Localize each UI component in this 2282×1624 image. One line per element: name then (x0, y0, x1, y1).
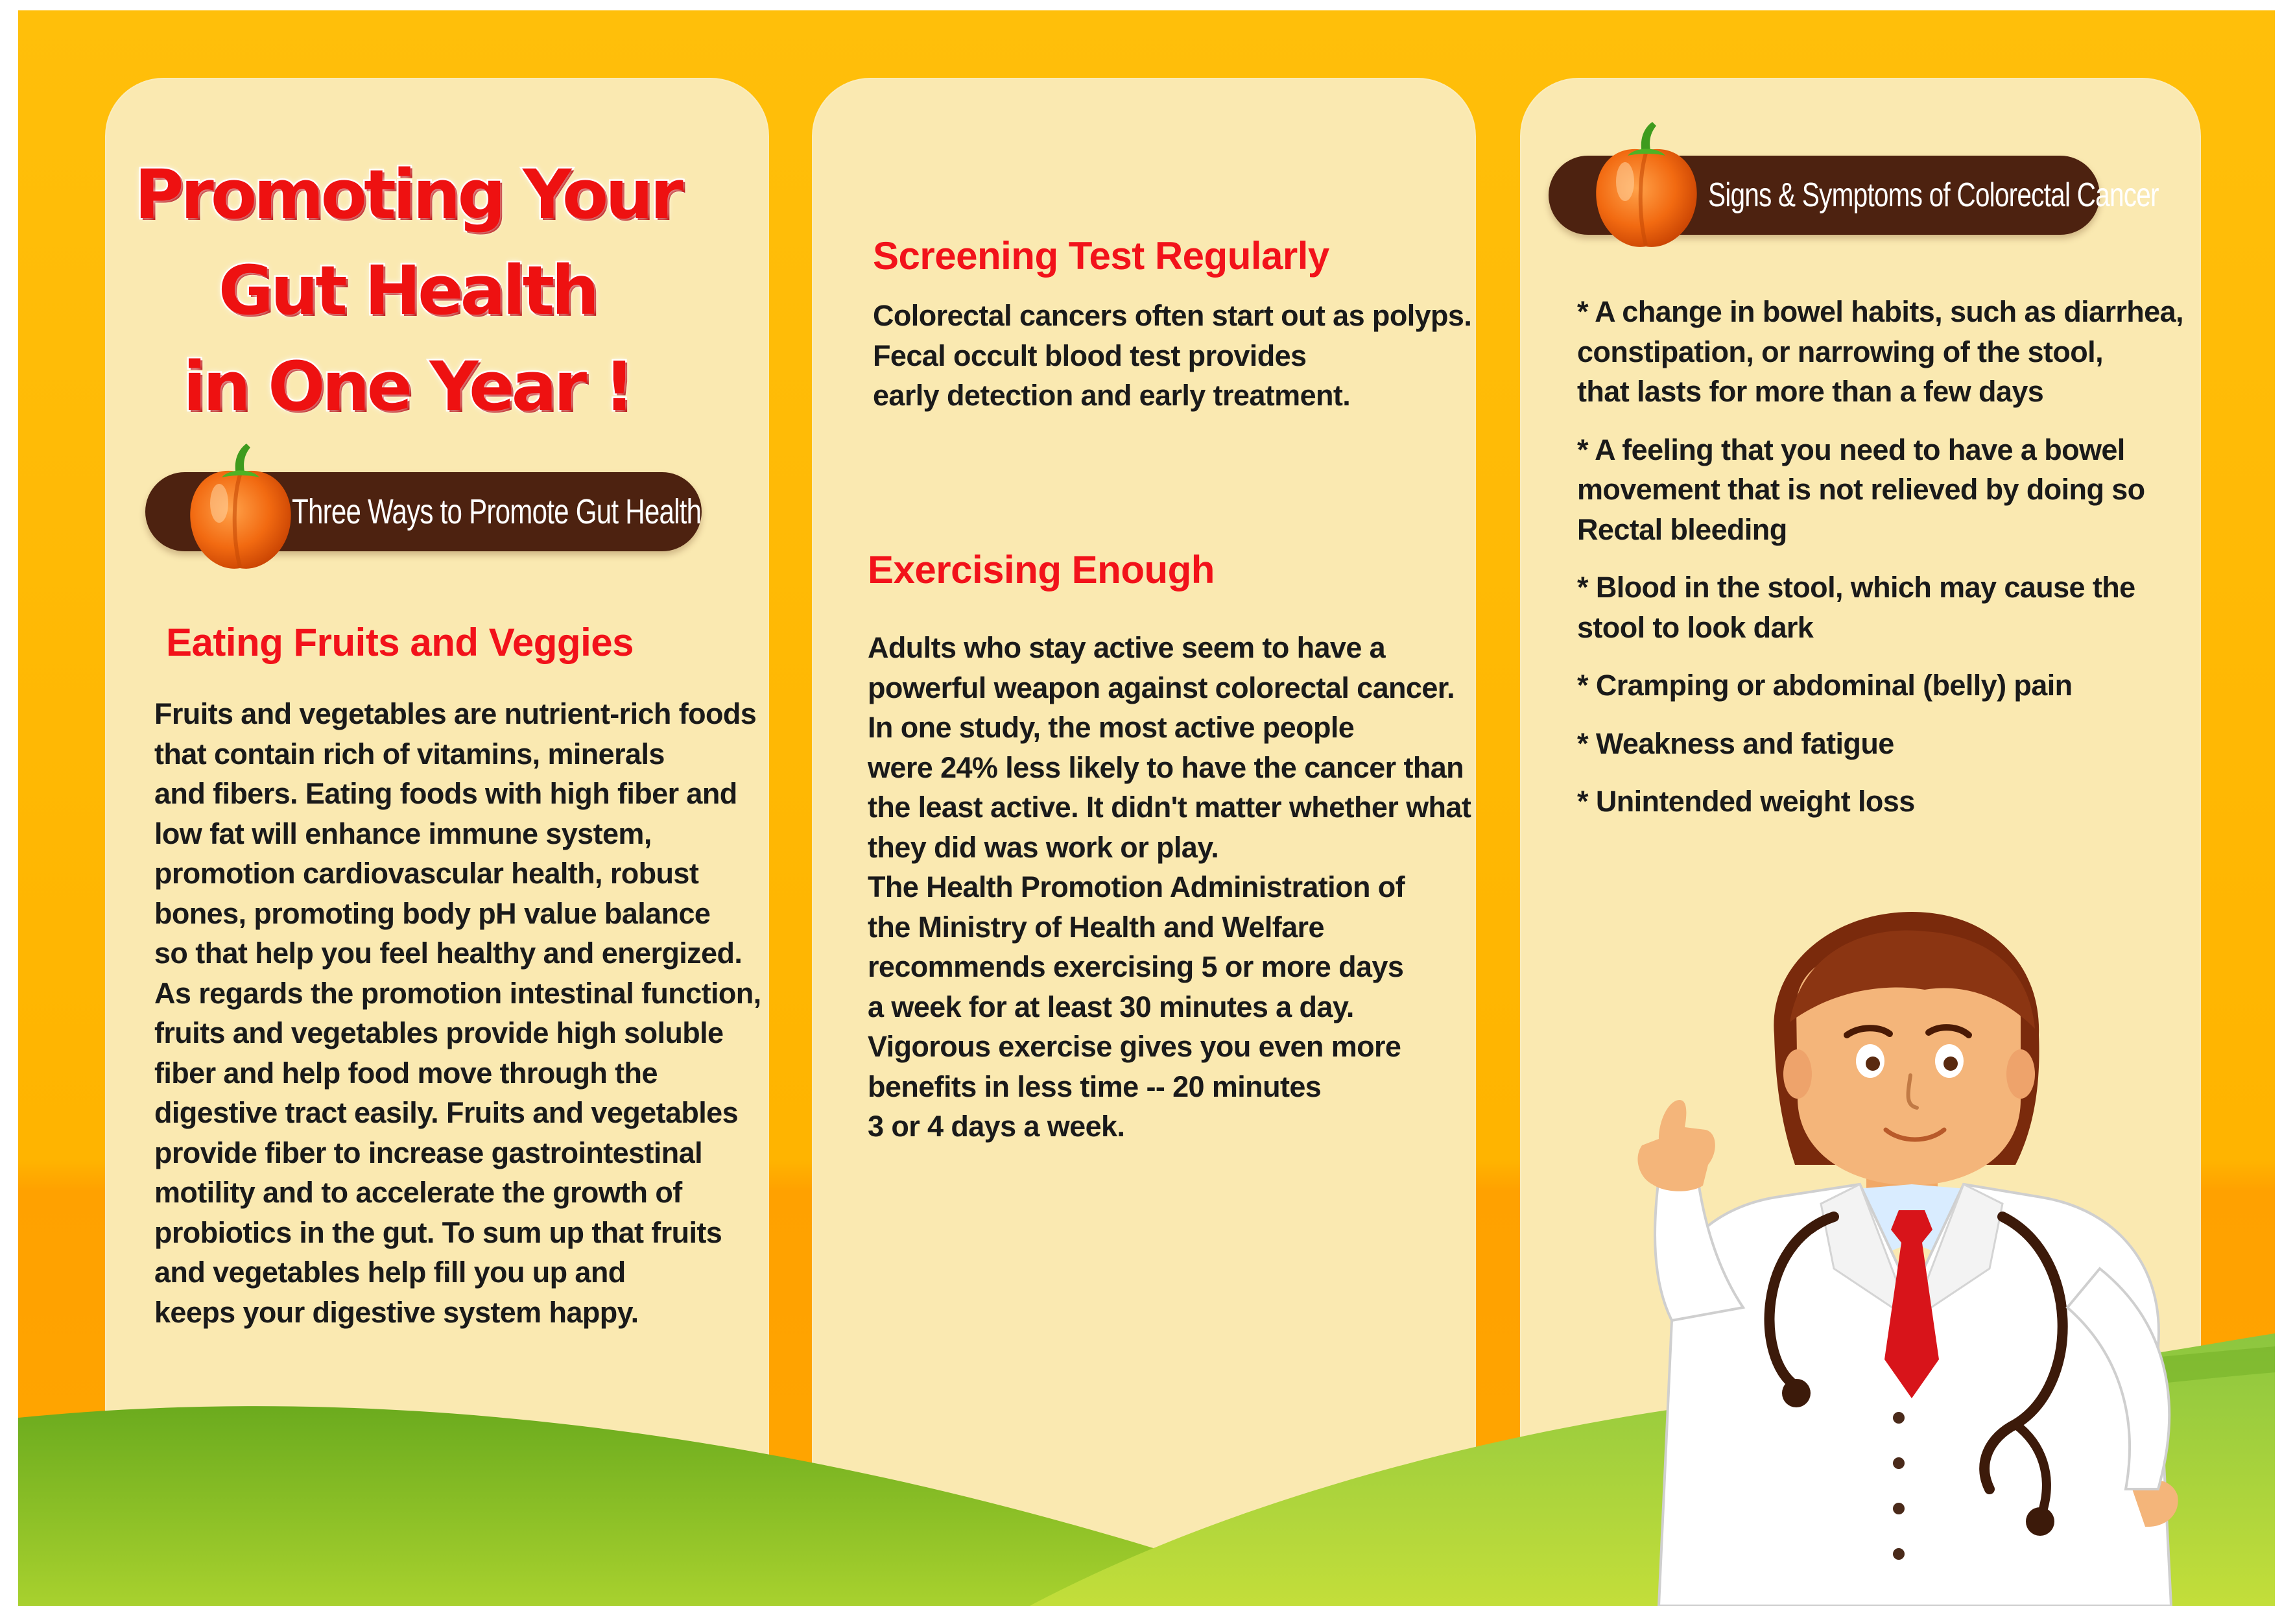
text-eating-fruits: Fruits and vegetables are nutrient-rich foods that contain rich of vitamins, minerals and fibers. Eating foods with high fiber and low fat will enhance immune system, promotion cardiovascular health, robust bones, promoting body pH value balance so that help you feel healthy and energized. As regards the promotion intestinal function, fruits and vegetables provide high soluble fiber and help food move through the digestive tract easily. Fruits and vegetables provide fiber to increase gastrointestinal motility and to accelerate the growth of probiotics in the gut. To sum up that fruits and vegetables help fill you up and keeps your digestive system happy. (154, 697, 761, 1329)
bell-pepper-icon (182, 438, 298, 575)
heading-exercising: Exercising Enough (868, 548, 1215, 591)
section-label-text: Signs & Symptoms of Colorectal Cancer (1708, 176, 2159, 214)
symptom-item: * Weakness and fatigue (1577, 726, 1894, 760)
doctor-illustration (1562, 905, 2210, 1606)
symptom-item: * Blood in the stool, which may cause the stool to look dark (1577, 571, 2135, 644)
page-title (122, 147, 693, 435)
symptom-item: * A feeling that you need to have a bowel movement that is not relieved by doing so Rectal bleeding (1577, 433, 2145, 546)
bell-pepper-icon (1587, 117, 1704, 253)
text-exercising: Adults who stay active seem to have a powerful weapon against colorectal cancer. In one study, the most active people were 24% less likely to have the cancer than the least active. It didn't matter whether what they did was work or play. The Health Promotion Administration of the Ministry of Health and Welfare recommends exercising 5 or more days a week for at least 30 minutes a day. Vigorous exercise gives you even more benefits in less time -- 20 minutes 3 or 4 days a week. (868, 631, 1471, 1143)
brochure-poster (18, 10, 2275, 1606)
title-line-2: Gut Health (218, 251, 597, 330)
heading-eating-fruits: Eating Fruits and Veggies (166, 621, 634, 664)
title-line-1: Promoting Your (134, 155, 680, 234)
section-label-text: Three Ways to Promote Gut Health (292, 492, 702, 531)
symptom-item: * A change in bowel habits, such as diarrhea, constipation, or narrowing of the stool, that lasts for more than a few days (1577, 295, 2183, 408)
title-line-3: in One Year ! (183, 347, 632, 426)
heading-screening-test: Screening Test Regularly (873, 234, 1329, 278)
symptoms-list (1577, 292, 2226, 840)
symptom-item: * Cramping or abdominal (belly) pain (1577, 669, 2073, 702)
symptom-item: * Unintended weight loss (1577, 785, 1915, 818)
text-screening-test: Colorectal cancers often start out as polyps. Fecal occult blood test provides early detection and early treatment. (873, 299, 1472, 412)
